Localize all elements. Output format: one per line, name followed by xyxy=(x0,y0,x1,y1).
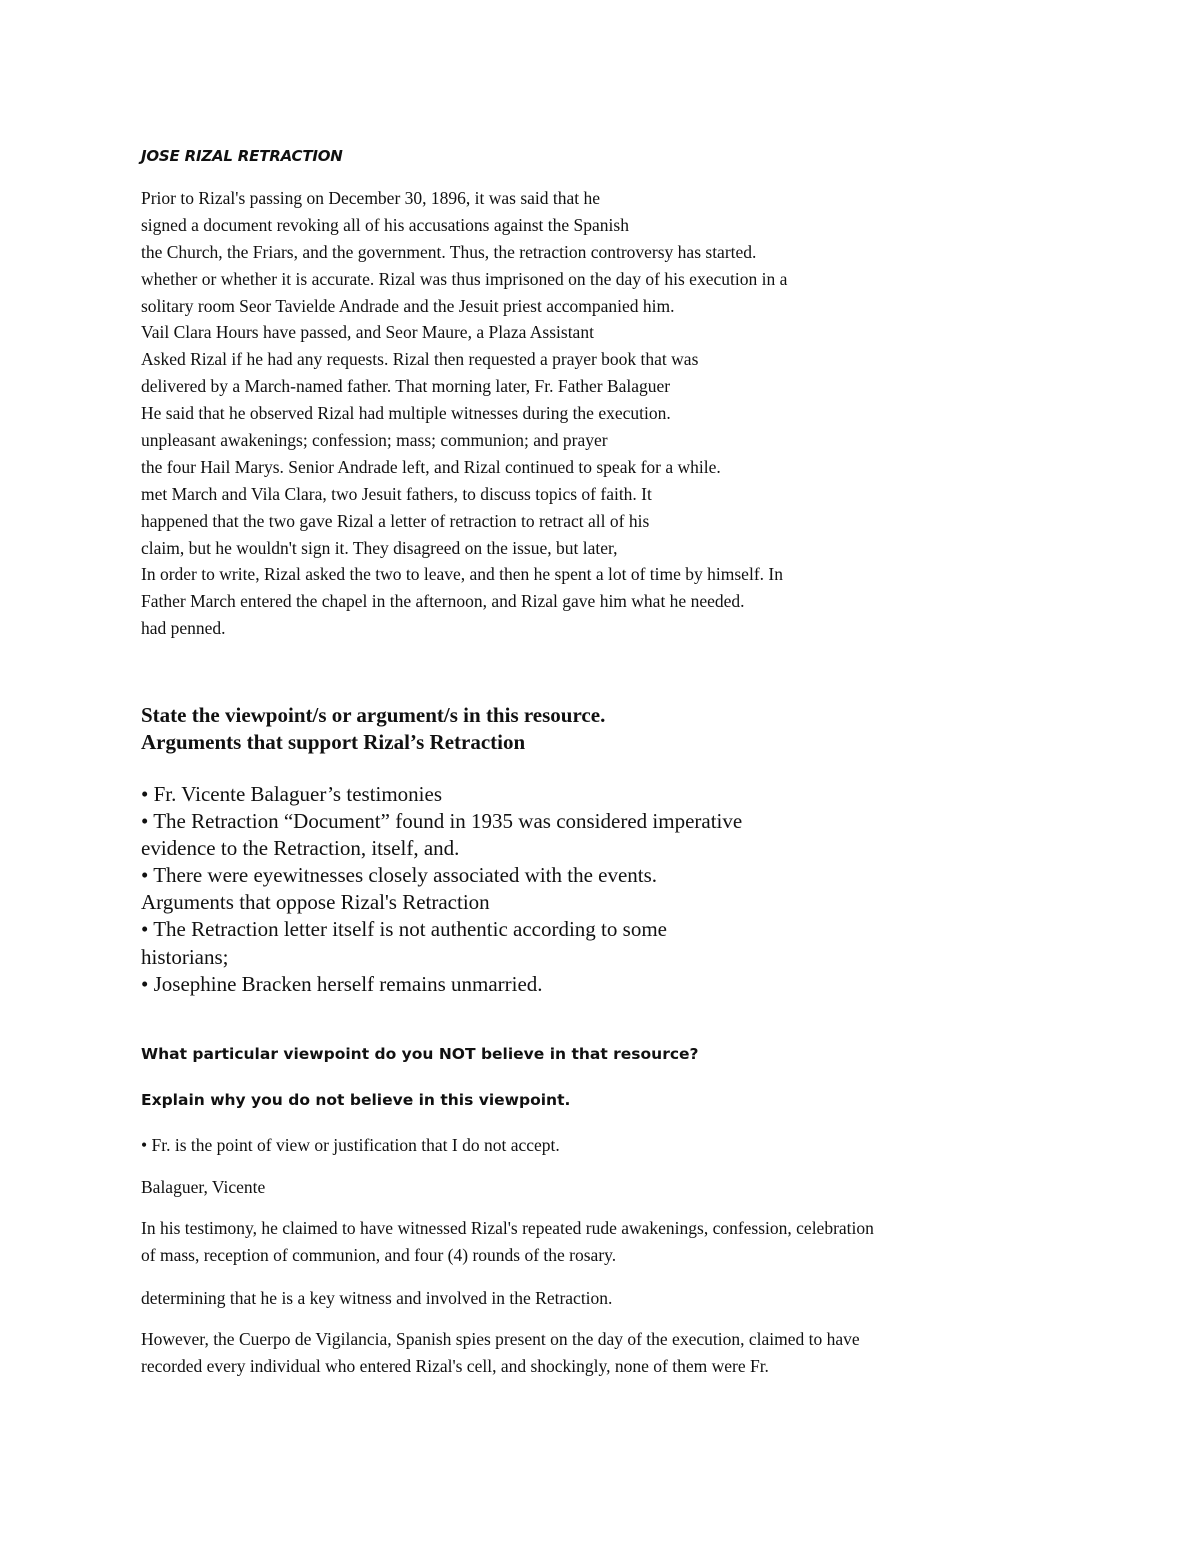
however-paragraph xyxy=(141,1326,860,1381)
however-line: recorded every individual who entered Rizal's cell, and shockingly, none of them were Fr. xyxy=(141,1356,769,1377)
argument-line: historians; xyxy=(141,944,229,969)
question-not-believe: What particular viewpoint do you NOT believe in that resource? xyxy=(141,1045,699,1063)
narrative-line: delivered by a March-named father. That morning later, Fr. Father Balaguer xyxy=(141,376,671,397)
narrative-line: Asked Rizal if he had any requests. Rizal then requested a prayer book that was xyxy=(141,349,699,370)
narrative-line: the Church, the Friars, and the government. Thus, the retraction controversy has started. xyxy=(141,241,757,262)
argument-line: • The Retraction “Document” found in 1935 was considered imperative xyxy=(141,809,743,834)
retraction-narrative xyxy=(141,185,787,642)
narrative-line: He said that he observed Rizal had multiple witnesses during the execution. xyxy=(141,403,671,424)
narrative-line: whether or whether it is accurate. Rizal was thus imprisoned on the day of his execution in a xyxy=(141,268,788,289)
narrative-line: signed a document revoking all of his accusations against the Spanish xyxy=(141,214,629,235)
argument-line: • The Retraction letter itself is not authentic according to some xyxy=(141,917,667,942)
document-title: JOSE RIZAL RETRACTION xyxy=(141,147,343,165)
narrative-line: Vail Clara Hours have passed, and Seor Maure, a Plaza Assistant xyxy=(141,322,594,343)
argument-line: Arguments that oppose Rizal's Retraction xyxy=(141,890,490,915)
narrative-line: Prior to Rizal's passing on December 30, 1896, it was said that he xyxy=(141,188,601,208)
narrative-line: happened that the two gave Rizal a letter of retraction to retract all of his xyxy=(141,510,650,531)
testimony-line: of mass, reception of communion, and four (4) rounds of the rosary. xyxy=(141,1245,617,1266)
heading-line: State the viewpoint/s or argument/s in this resource. xyxy=(141,703,606,727)
argument-line: evidence to the Retraction, itself, and. xyxy=(141,836,460,861)
argument-line: • Josephine Bracken herself remains unmarried. xyxy=(141,971,543,996)
narrative-line: had penned. xyxy=(141,618,226,639)
however-line: However, the Cuerpo de Vigilancia, Spanish spies present on the day of the execution, claimed to have xyxy=(141,1329,860,1349)
heading-line: Arguments that support Rizal’s Retraction xyxy=(141,730,526,754)
testimony-paragraph xyxy=(141,1215,874,1270)
viewpoint-heading xyxy=(141,702,605,756)
answer-bullet: • Fr. is the point of view or justification that I do not accept. xyxy=(141,1135,560,1155)
narrative-line: claim, but he wouldn't sign it. They disagreed on the issue, but later, xyxy=(141,537,618,558)
answer-name: Balaguer, Vicente xyxy=(141,1177,266,1197)
arguments-list xyxy=(141,781,742,998)
testimony-line: In his testimony, he claimed to have witnessed Rizal's repeated rude awakenings, confession, celebration xyxy=(141,1218,874,1238)
question-explain-why: Explain why you do not believe in this viewpoint. xyxy=(141,1091,571,1109)
narrative-line: solitary room Seor Tavielde Andrade and the Jesuit priest accompanied him. xyxy=(141,295,675,316)
narrative-line: unpleasant awakenings; confession; mass; communion; and prayer xyxy=(141,430,608,451)
determining-paragraph: determining that he is a key witness and involved in the Retraction. xyxy=(141,1288,613,1308)
argument-line: • There were eyewitnesses closely associated with the events. xyxy=(141,863,658,888)
argument-line: • Fr. Vicente Balaguer’s testimonies xyxy=(141,782,443,806)
narrative-line: met March and Vila Clara, two Jesuit fathers, to discuss topics of faith. It xyxy=(141,483,652,504)
narrative-line: the four Hail Marys. Senior Andrade left, and Rizal continued to speak for a while. xyxy=(141,456,721,477)
narrative-line: Father March entered the chapel in the afternoon, and Rizal gave him what he needed. xyxy=(141,591,745,612)
narrative-line: In order to write, Rizal asked the two to leave, and then he spent a lot of time by himself. In xyxy=(141,564,783,585)
